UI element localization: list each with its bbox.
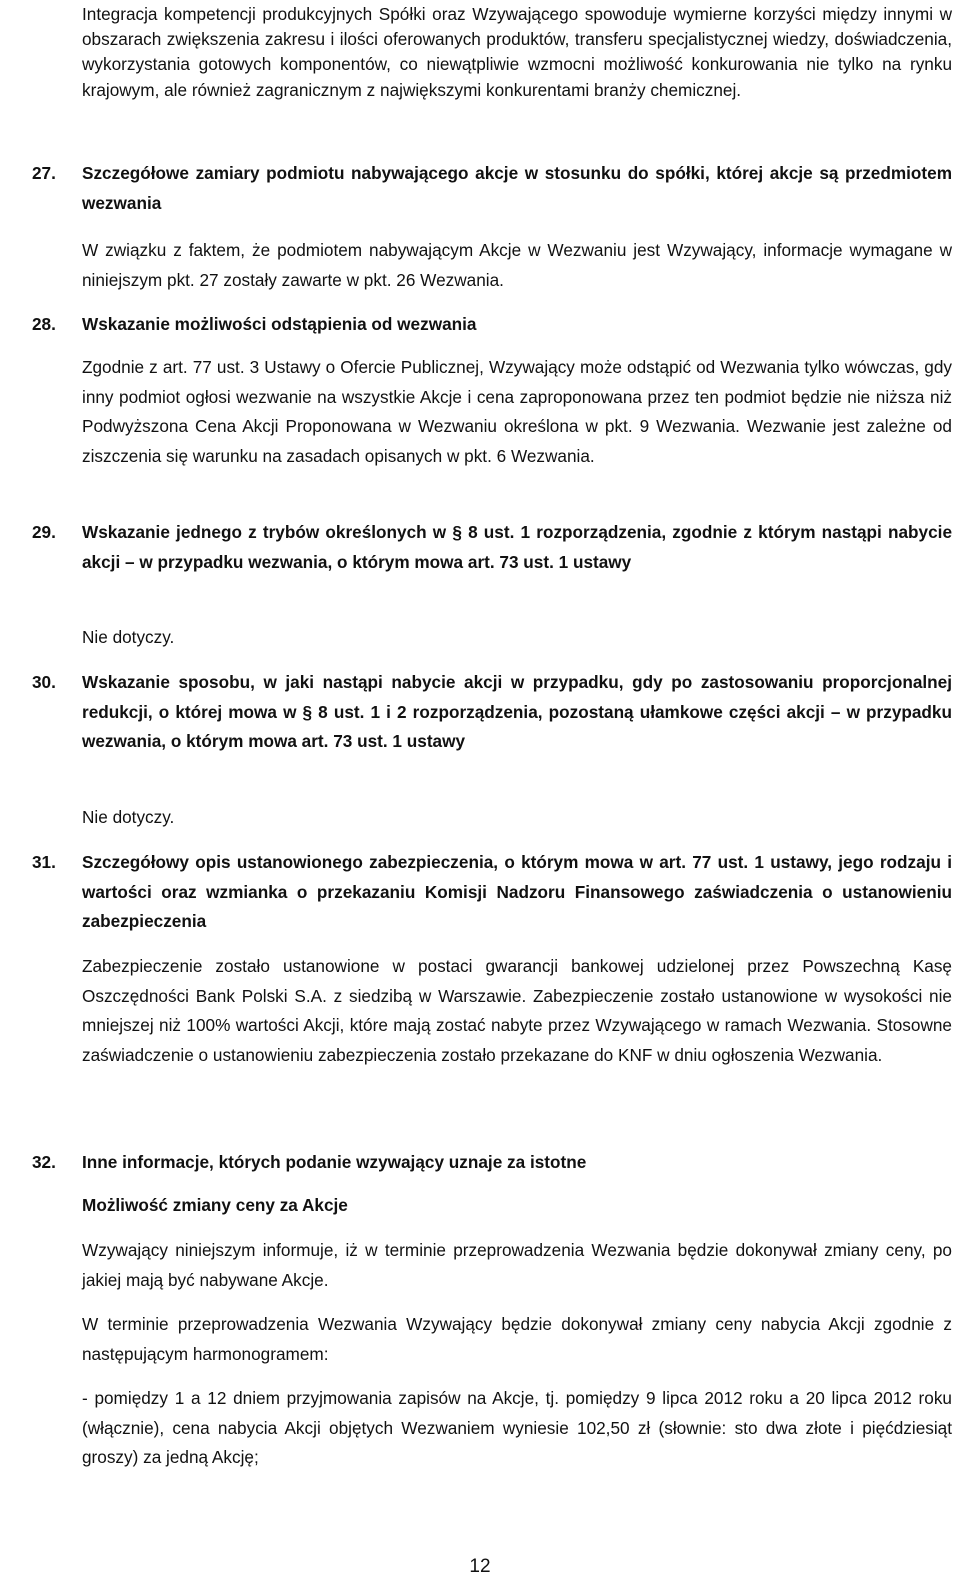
section-27-body: W związku z faktem, że podmiotem nabywającym Akcje w Wezwaniu jest Wzywający, informacje wymagane w niniejszym pkt. 27 zostały zawarte w pkt. 26 Wezwania.: [82, 240, 952, 290]
section-32-paragraph-1: Wzywający niniejszym informuje, iż w terminie przeprowadzenia Wezwania będzie dokonywał zmiany ceny, po jakiej mają być nabywane Akcje.: [82, 1240, 952, 1290]
section-32-paragraph-3: - pomiędzy 1 a 12 dniem przyjmowania zapisów na Akcje, tj. pomiędzy 9 lipca 2012 roku a 20 lipca 2012 roku (włącznie), cena nabycia Akcji objętych Wezwaniem wyniesie 102,50 zł (słownie: sto dwa złote i pięćdziesiąt groszy) za jedną Akcję;: [82, 1388, 952, 1467]
section-30-body: Nie dotyczy.: [82, 807, 175, 827]
section-31-title: Szczegółowy opis ustanowionego zabezpieczenia, o którym mowa w art. 77 ust. 1 ustawy, jego rodzaju i wartości oraz wzmianka o przekazaniu Komisji Nadzoru Finansowego zaświadczenia o ustanowieniu zabezpieczenia: [82, 852, 952, 931]
section-29-number: 29.: [32, 522, 56, 542]
intro-paragraph: Integracja kompetencji produkcyjnych Spółki oraz Wzywającego spowoduje wymierne korzyści między innymi w obszarach zwiększenia zakresu i ilości oferowanych produktów, transferu specjalistycznej wiedzy, doświadczenia, wykorzystania gotowych komponentów, co niewątpliwie wzmocni możliwość konkurowania nie tylko na rynku krajowym, ale również zagranicznym z największymi konkurentami branży chemicznej.: [82, 4, 952, 100]
section-28-title: Wskazanie możliwości odstąpienia od wezwania: [82, 314, 477, 334]
section-30-number: 30.: [32, 672, 56, 692]
section-28-number: 28.: [32, 314, 56, 334]
section-30-title: Wskazanie sposobu, w jaki nastąpi nabycie akcji w przypadku, gdy po zastosowaniu proporcjonalnej redukcji, o której mowa w § 8 ust. 1 i 2 rozporządzenia, pozostaną ułamkowe części akcji – w przypadku wezwania, o którym mowa art. 73 ust. 1 ustawy: [82, 672, 952, 751]
section-28-body: Zgodnie z art. 77 ust. 3 Ustawy o Ofercie Publicznej, Wzywający może odstąpić od Wezwania tylko wówczas, gdy inny podmiot ogłosi wezwanie na wszystkie Akcje i cena zaproponowana przez ten podmiot będzie nie niższa niż Podwyższona Cena Akcji Proponowana w Wezwaniu określona w pkt. 9 Wezwania. Wezwanie jest zależne od ziszczenia się warunku na zasadach opisanych w pkt. 6 Wezwania.: [82, 357, 952, 466]
section-29-title: Wskazanie jednego z trybów określonych w § 8 ust. 1 rozporządzenia, zgodnie z którym nastąpi nabycie akcji – w przypadku wezwania, o którym mowa art. 73 ust. 1 ustawy: [82, 522, 952, 572]
section-32-paragraph-2: W terminie przeprowadzenia Wezwania Wzywający będzie dokonywał zmiany ceny nabycia Akcji zgodnie z następującym harmonogramem:: [82, 1314, 952, 1364]
section-31-body: Zabezpieczenie zostało ustanowione w postaci gwarancji bankowej udzielonej przez Powszechną Kasę Oszczędności Bank Polski S.A. z siedzibą w Warszawie. Zabezpieczenie zostało ustanowione w wysokości nie mniejszej niż 100% wartości Akcji, które mają zostać nabyte przez Wzywającego w ramach Wezwania. Stosowne zaświadczenie o ustanowieniu zabezpieczenia zostało przekazane do KNF w dniu ogłoszenia Wezwania.: [82, 956, 952, 1065]
section-27-title: Szczegółowe zamiary podmiotu nabywającego akcje w stosunku do spółki, której akcje są przedmiotem wezwania: [82, 163, 952, 213]
section-32-subtitle: Możliwość zmiany ceny za Akcje: [82, 1195, 348, 1215]
section-31-number: 31.: [32, 852, 56, 872]
section-32-title: Inne informacje, których podanie wzywający uznaje za istotne: [82, 1152, 587, 1172]
section-27-number: 27.: [32, 163, 56, 183]
section-32-number: 32.: [32, 1152, 56, 1172]
section-29-body: Nie dotyczy.: [82, 627, 175, 647]
page-number: 12: [469, 1556, 491, 1577]
